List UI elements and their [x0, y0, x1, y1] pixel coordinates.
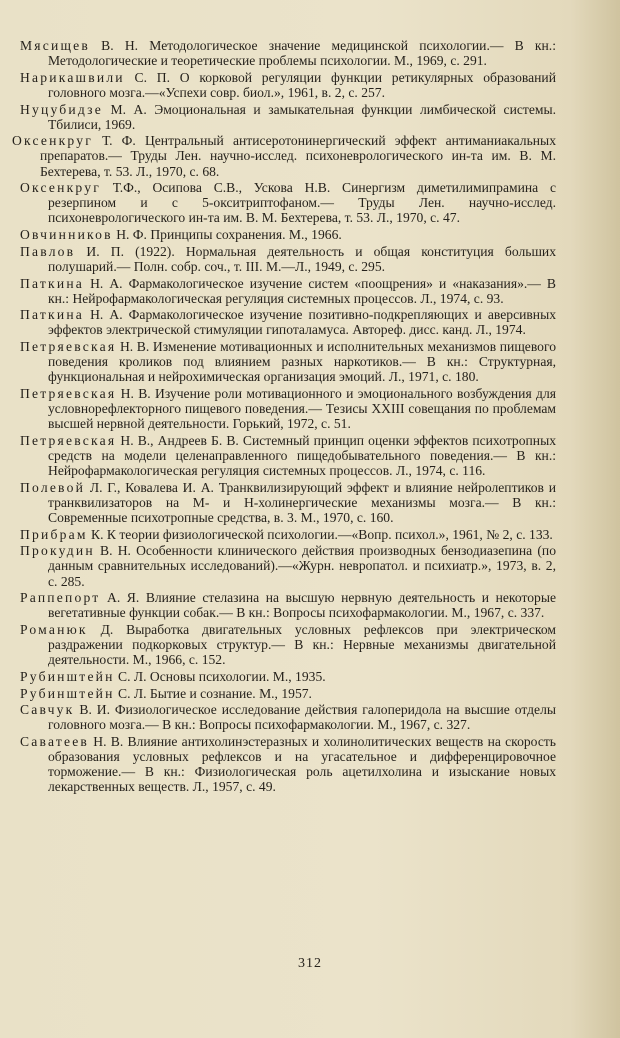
reference-author: Петряевская: [20, 339, 117, 355]
reference-entry: [20, 339, 556, 384]
reference-author: Прокудин: [20, 543, 95, 559]
reference-entry: [20, 543, 556, 588]
reference-entry: [20, 433, 556, 478]
reference-author: Саватеев: [20, 734, 90, 749]
reference-author: Нуцубидзе: [20, 101, 103, 117]
reference-text: Н. А. Фармакологическое изучение систем «поощрения» и «наказания».— В кн.: Нейрофармакологическая регуляция системных процессов. Л., 1974, с. 93.: [48, 275, 556, 306]
reference-text: Н. Ф. Принципы сохранения. М., 1966.: [112, 227, 342, 243]
reference-text: И. П. (1922). Нормальная деятельность и общая конституция больших полушарий.— Полн. собр. соч., т. III. М.—Л., 1949, с. 295.: [48, 243, 556, 274]
reference-entry: [20, 622, 556, 667]
reference-author: Оксенкруг: [12, 133, 93, 149]
reference-entry: [20, 276, 556, 306]
reference-text: Н. А. Фармакологическое изучение позитивно-подкрепляющих и аверсивных эффектов электрической стимуляции гипоталамуса. Автореф. дисс. канд. Л., 1974.: [48, 307, 556, 338]
reference-author: Полевой: [20, 479, 86, 495]
reference-entry: [20, 244, 556, 274]
reference-text: М. А. Эмоциональная и замыкательная функции лимбической системы. Тбилиси, 1969.: [48, 101, 556, 132]
reference-author: Рубинштейн: [20, 685, 115, 701]
reference-author: Прибрам: [20, 526, 88, 542]
reference-author: Мясищев: [20, 38, 90, 53]
reference-text: Н. В., Андреев Б. В. Системный принцип оценки эффектов психотропных средств на модели целенаправленного пищедобывательного поведения.— В кн.: Нейрофармакологическая регуляция системных процессов. Л., 1974, с. 116.: [48, 432, 556, 479]
reference-entry: [20, 590, 556, 620]
reference-entry: [20, 227, 556, 242]
reference-entry: [20, 386, 556, 431]
reference-text: В. И. Физиологическое исследование действия галоперидола на высшие отделы головного мозга.— В кн.: Вопросы психофармакологии. М., 1967, с. 327.: [48, 702, 556, 733]
reference-author: Павлов: [20, 243, 76, 259]
reference-author: Петряевская: [20, 432, 117, 448]
reference-author: Рубинштейн: [20, 668, 115, 684]
reference-entry: [20, 38, 556, 68]
reference-text: С. Л. Бытие и сознание. М., 1957.: [114, 685, 312, 701]
reference-author: Овчинников: [20, 227, 113, 243]
reference-text: Д. Выработка двигательных условных рефлексов при электрическом раздражении подкорковых структур.— В кн.: Нервные механизмы двигательной деятельности. М., 1966, с. 152.: [48, 621, 556, 668]
reference-text: С. Л. Основы психологии. М., 1935.: [114, 668, 326, 684]
reference-text: Н. В. Изменение мотивационных и исполнительных механизмов пищевого поведения кроликов под влиянием разных наркотиков.— В кн.: Структурная, функциональная и нейрохимическая организация эмоций. Л., 1971, с. 180.: [48, 339, 556, 385]
reference-text: Л. Г., Ковалева И. А. Транквилизирующий эффект и влияние нейролептиков и транквилизаторов на М- и Н-холинергические механизмы мозга.— В кн.: Современные психотропные средства, в. 3. М., 1970, с. 160.: [48, 479, 556, 525]
reference-author: Паткина: [20, 307, 85, 323]
reference-entry: [20, 669, 556, 684]
page-number: 312: [298, 956, 322, 971]
reference-author: Нарикашвили: [20, 69, 125, 85]
reference-text: Н. В. Изучение роли мотивационного и эмоционального возбуждения для условнорефлекторного пищевого поведения.— Тезисы XXIII совещания по проблемам высшей нервной деятельности. Горький, 1972, с. 51.: [48, 386, 556, 432]
reference-author: Савчук: [20, 702, 75, 718]
reference-author: Раппепорт: [20, 590, 101, 606]
reference-entry: [20, 180, 556, 225]
reference-text: Т.Ф., Осипова С.В., Ускова Н.В. Синергизм диметилимипрамина с резерпином и с 5-окситриптофаном.— Труды Лен. научно-исслед. психоневрологического ин-та им. В. М. Бехтерева, т. 53. Л., 1970, с. 47.: [48, 180, 556, 226]
reference-author: Петряевская: [20, 386, 117, 401]
reference-text: С. П. О корковой регуляции функции ретикулярных образований головного мозга.—«Успехи совр. биол.», 1961, в. 2, с. 257.: [48, 69, 556, 100]
reference-entry: [20, 480, 556, 525]
reference-text: Н. В. Влияние антихолинэстеразных и холинолитических веществ на скорость образования условных рефлексов и на угасательное и дифференцировочное торможение.— В кн.: Физиологическая роль ацетилхолина и изыскание новых лекарственных веществ. Л., 1957, с. 49.: [48, 734, 556, 795]
reference-entry: [20, 102, 556, 132]
reference-author: Романюк: [20, 621, 88, 637]
reference-text: А. Я. Влияние стелазина на высшую нервную деятельность и некоторые вегетативные функции собак.— В кн.: Вопросы психофармакологии. М., 1967, с. 337.: [48, 590, 556, 621]
reference-entry: [20, 307, 556, 337]
reference-author: Паткина: [20, 275, 85, 291]
reference-entry: [20, 702, 556, 732]
reference-author: Оксенкруг: [20, 180, 101, 196]
reference-text: Т. Ф. Центральный антисеротонинергический эффект антиманиакальных препаратов.— Труды Лен. научно-исслед. психоневрологического ин-та им. В. М. Бехтерева, т. 53. Л., 1970, с. 68.: [40, 133, 556, 179]
reference-list: [12, 38, 556, 796]
reference-entry: [20, 527, 556, 542]
reference-entry: [20, 686, 556, 701]
reference-text: К. К теории физиологической психологии.—«Вопр. психол.», 1961, № 2, с. 133.: [87, 526, 553, 542]
reference-text: В. Н. Методологическое значение медицинской психологии.— В кн.: Методологические и теоретические проблемы психологии. М., 1969, с. 291.: [48, 38, 556, 69]
reference-entry: [12, 133, 556, 178]
reference-text: В. Н. Особенности клинического действия производных бензодиазепина (по данным сравнительных исследований).—«Журн. невропатол. и психиатр.», 1973, в. 2, с. 285.: [48, 543, 556, 589]
reference-entry: [20, 70, 556, 100]
reference-entry: [20, 734, 556, 794]
